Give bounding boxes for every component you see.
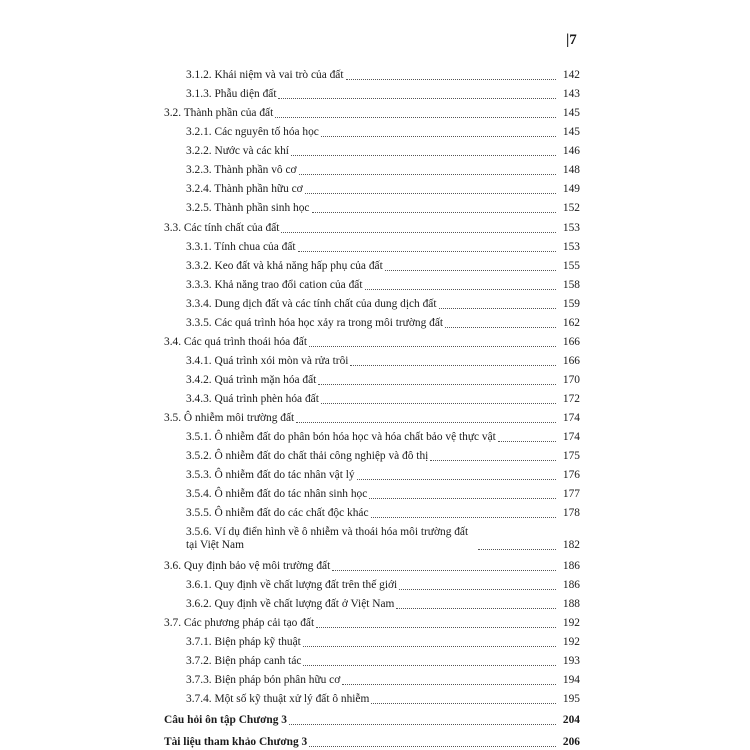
dot-leader [385,270,556,271]
toc-entry-page: 162 [562,317,580,329]
toc-entry-title: 3.6.1. Quy định về chất lượng đất trên thế giới [186,579,398,591]
dot-leader [332,570,556,571]
toc-entry-3-7[interactable] [164,617,580,630]
toc-entry-title: 3.7.3. Biện pháp bón phân hữu cơ [186,674,341,686]
toc-entry-3-3-3[interactable] [186,279,580,292]
toc-entry-page: 153 [562,222,580,234]
toc-entry-3-7-2[interactable] [186,655,580,668]
toc-entry-3-2-5[interactable] [186,202,580,215]
toc-entry-page: 177 [562,488,580,500]
toc-entry-title: Câu hỏi ôn tập Chương 3 [164,714,287,726]
toc-entry-page: 195 [562,693,580,705]
toc-entry-3-5-6[interactable] [186,526,580,552]
toc-entry-3-5-4[interactable] [186,488,580,501]
dot-leader [445,327,556,328]
toc-entry-title: 3.4.3. Quá trình phèn hóa đất [186,393,319,405]
toc-entry-3-5[interactable] [164,412,580,425]
toc-entry-3-2-1[interactable] [186,126,580,139]
toc-entry-3-3[interactable] [164,222,580,235]
dot-leader [281,232,556,233]
toc-entry-3-5-5[interactable] [186,507,580,520]
toc-entry-title: 3.3.5. Các quá trình hóa học xảy ra trong môi trường đất [186,317,444,329]
toc-entry-title: 3.5. Ô nhiễm môi trường đất [164,412,295,424]
dot-leader [278,98,556,99]
toc-entry-page: 152 [562,202,580,214]
toc-entry-title: 3.6.2. Quy định về chất lượng đất ở Việt Nam [186,598,395,610]
dot-leader [303,665,556,666]
toc-entry-3-3-4[interactable] [186,298,580,311]
toc-entry-title: 3.5.2. Ô nhiễm đất do chất thải công nghiệp và đô thị [186,450,429,462]
toc-entry-title: 3.4.1. Quá trình xói mòn và rửa trôi [186,355,349,367]
toc-entry-title: 3.5.1. Ô nhiễm đất do phân bón hóa học và hóa chất bảo vệ thực vật [186,431,496,443]
toc-entry-3-4-1[interactable] [186,355,580,368]
dot-leader [316,627,556,628]
toc-entry-title: 3.2.1. Các nguyên tố hóa học [186,126,319,138]
toc-entry-page: 175 [562,450,580,462]
dot-leader [305,193,556,194]
toc-entry-3-6[interactable] [164,560,580,573]
toc-entry-page: 186 [562,560,580,572]
toc-entry-3-1-2[interactable] [186,69,580,82]
dot-leader [318,384,556,385]
toc-entry-page: 145 [562,107,580,119]
toc-entry-title: 3.3. Các tính chất của đất [164,222,280,234]
dot-leader [303,646,556,647]
dot-leader [439,308,556,309]
toc-entry-page: 174 [562,412,580,424]
page-number: |7 [566,32,577,48]
toc-entry-title: 3.1.3. Phẫu diện đất [186,88,277,100]
toc-entry-3-3-5[interactable] [186,317,580,330]
toc-entry-page: 149 [562,183,580,195]
toc-entry-title: 3.5.4. Ô nhiễm đất do tác nhân sinh học [186,488,368,500]
toc-entry-page: 192 [562,636,580,648]
toc-entry-3-3-1[interactable] [186,241,580,254]
toc-entry-3-2[interactable] [164,107,580,120]
toc-entry-3-4[interactable] [164,336,580,349]
toc-entry-3-3-2[interactable] [186,260,580,273]
toc-entry-title: 3.5.3. Ô nhiễm đất do tác nhân vật lý [186,469,355,481]
toc-entry-3-2-4[interactable] [186,183,580,196]
toc-entry-page: 148 [562,164,580,176]
toc-entry-page: 158 [562,279,580,291]
dot-leader [321,136,556,137]
toc-entry-title: 3.2. Thành phần của đất [164,107,274,119]
toc-entry-title: 3.2.3. Thành phần vô cơ [186,164,297,176]
dot-leader [289,724,556,725]
toc-entry-3-1-3[interactable] [186,88,580,101]
dot-leader [275,117,556,118]
toc-entry-references[interactable] [164,736,580,749]
toc-entry-title: 3.3.4. Dung dịch đất và các tính chất của dung dịch đất [186,298,437,310]
dot-leader [371,703,556,704]
dot-leader [312,212,557,213]
toc-entry-title: 3.3.2. Keo đất và khả năng hấp phụ của đất [186,260,383,272]
toc-entry-3-4-2[interactable] [186,374,580,387]
toc-entry-3-7-1[interactable] [186,636,580,649]
toc-entry-3-7-4[interactable] [186,693,580,706]
toc-entry-title: 3.3.3. Khả năng trao đổi cation của đất [186,279,363,291]
toc-entry-title: 3.7.1. Biện pháp kỹ thuật [186,636,301,648]
toc-entry-page: 145 [562,126,580,138]
toc-entry-review-questions[interactable] [164,714,580,727]
dot-leader [342,684,556,685]
toc-entry-page: 146 [562,145,580,157]
dot-leader [309,746,556,747]
toc-entry-title: 3.2.5. Thành phần sinh học [186,202,310,214]
toc-entry-3-5-3[interactable] [186,469,580,482]
toc-entry-page: 142 [562,69,580,81]
toc-entry-page: 193 [562,655,580,667]
toc-entry-page: 174 [562,431,580,443]
toc-entry-page: 188 [562,598,580,610]
toc-entry-3-2-3[interactable] [186,164,580,177]
toc-entry-title: 3.2.4. Thành phần hữu cơ [186,183,303,195]
toc-entry-title: 3.1.2. Khái niệm và vai trò của đất [186,69,344,81]
dot-leader [365,289,557,290]
toc-entry-title: 3.5.5. Ô nhiễm đất do các chất độc khác [186,507,369,519]
toc-entry-page: 206 [562,736,580,748]
dot-leader [296,422,556,423]
dot-leader [371,517,556,518]
toc-entry-page: 166 [562,336,580,348]
toc-entry-title: Tài liệu tham khảo Chương 3 [164,736,308,748]
toc-entry-title: 3.6. Quy định bảo vệ môi trường đất [164,560,331,572]
toc-entry-page: 166 [562,355,580,367]
toc-entry-page: 153 [562,241,580,253]
toc-entry-3-5-1[interactable] [186,431,580,444]
dot-leader [346,79,556,80]
toc-entry-3-4-3[interactable] [186,393,580,406]
toc-entry-title: 3.3.1. Tính chua của đất [186,241,296,253]
toc-entry-title: 3.7. Các phương pháp cải tạo đất [164,617,315,629]
dot-leader [430,460,556,461]
dot-leader [309,346,556,347]
toc-entry-title: 3.5.6. Ví dụ điển hình về ô nhiễm và thoái hóa môi trường đất tại Việt Nam [186,526,469,551]
toc-entry-title: 3.7.2. Biện pháp canh tác [186,655,302,667]
dot-leader [369,498,556,499]
toc-entry-title: 3.7.4. Một số kỹ thuật xử lý đất ô nhiễm [186,693,370,705]
dot-leader [399,589,556,590]
toc-entry-page: 178 [562,507,580,519]
toc-entry-page: 172 [562,393,580,405]
toc-entry-3-5-2[interactable] [186,450,580,463]
dot-leader [478,549,556,550]
toc-entry-page: 192 [562,617,580,629]
toc-entry-page: 176 [562,469,580,481]
dot-leader [357,479,556,480]
toc-entry-page: 159 [562,298,580,310]
toc-entry-title: 3.4.2. Quá trình mặn hóa đất [186,374,317,386]
toc-entry-3-7-3[interactable] [186,674,580,687]
dot-leader [396,608,556,609]
dot-leader [298,251,556,252]
toc-entry-page: 194 [562,674,580,686]
toc-entry-page: 186 [562,579,580,591]
toc-entry-title: 3.2.2. Nước và các khí [186,145,289,157]
dot-leader [291,155,556,156]
dot-leader [350,365,556,366]
dot-leader [498,441,556,442]
toc-entry-3-6-2[interactable] [186,598,580,611]
dot-leader [321,403,556,404]
toc-entry-title: 3.4. Các quá trình thoái hóa đất [164,336,307,348]
toc-entry-page: 182 [562,539,580,551]
toc-entry-3-2-2[interactable] [186,145,580,158]
toc-entry-page: 143 [562,88,580,100]
toc-entry-page: 170 [562,374,580,386]
toc-entry-3-6-1[interactable] [186,579,580,592]
dot-leader [299,174,556,175]
toc-entry-page: 155 [562,260,580,272]
toc-entry-page: 204 [562,714,580,726]
